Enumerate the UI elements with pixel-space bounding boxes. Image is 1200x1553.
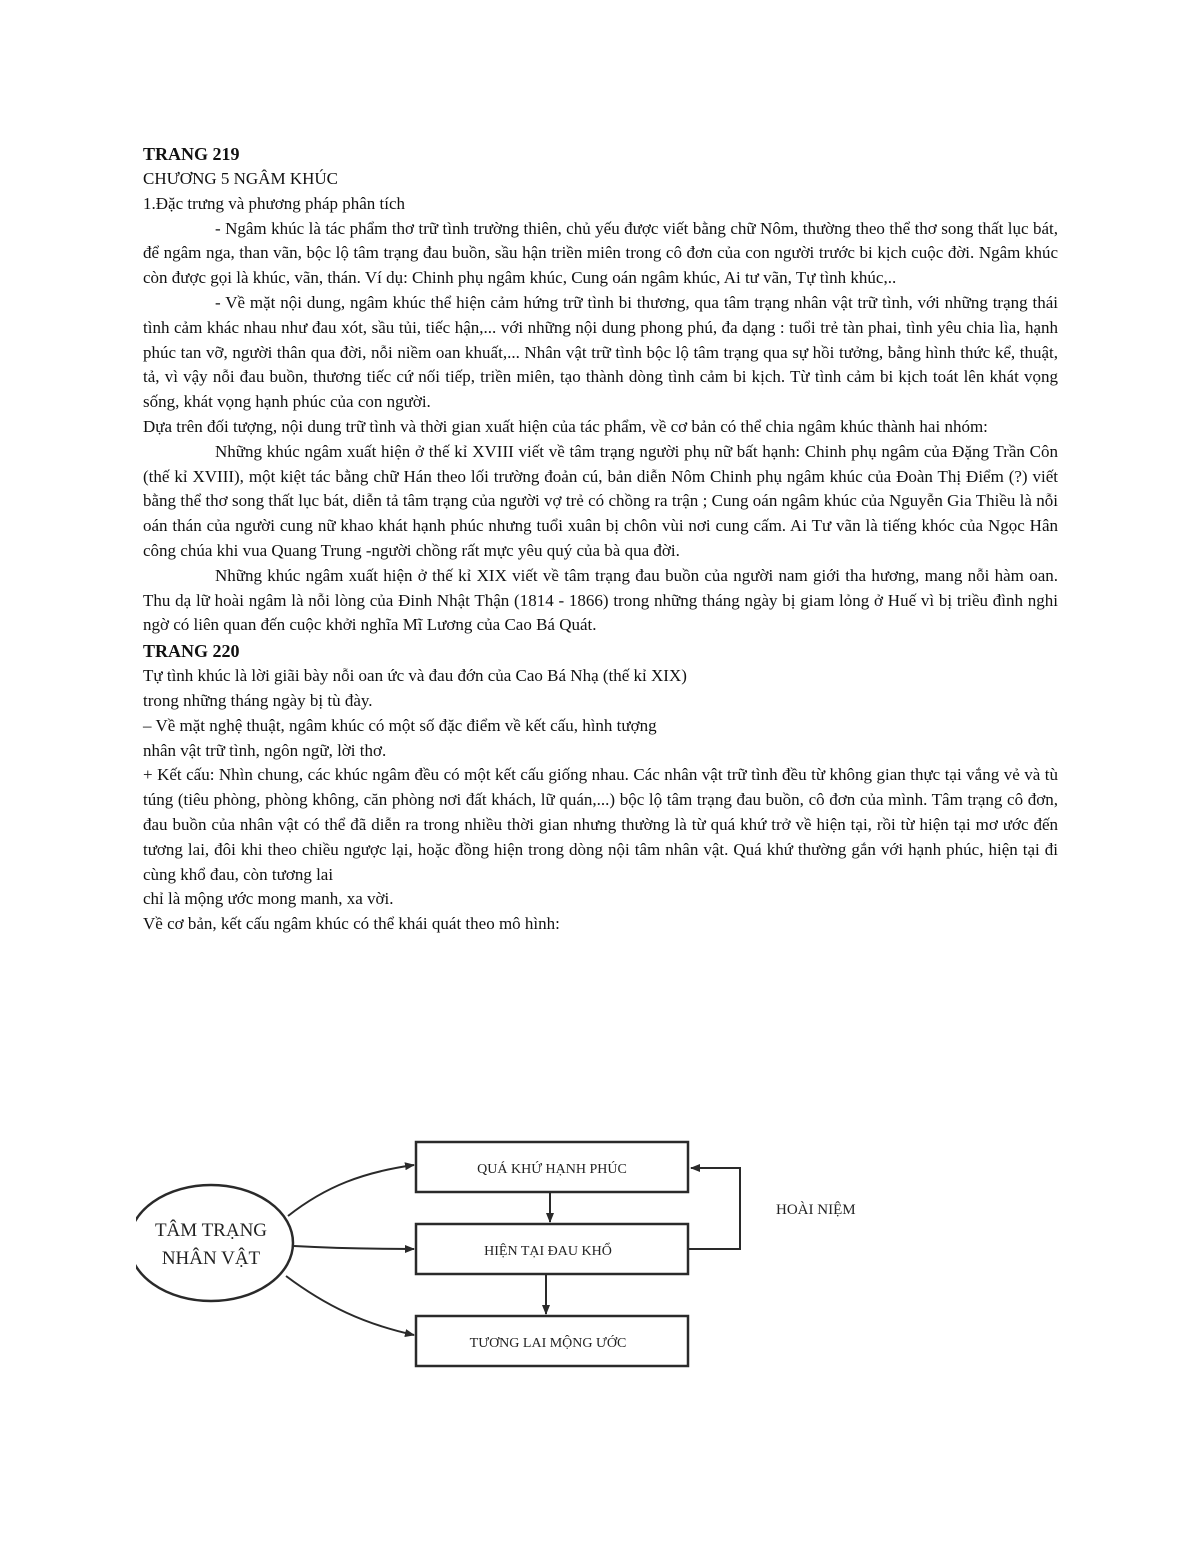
- paragraph-group-19th-century: Những khúc ngâm xuất hiện ở thế kỉ XIX viết về tâm trạng đau buồn của người nam giới tha hương, mang nỗi hàm oan. Thu dạ lữ hoài ngâm là nỗi lòng của Đinh Nhật Thận (1814 - 1866) trong những tháng ngày bị giam lỏng ở Huế vì bị triều đình nghi ngờ có liên quan đến cuộc khởi nghĩa Mĩ Lương của Cao Bá Quát.: [143, 565, 1058, 635]
- paragraph-group-18th-century: Những khúc ngâm xuất hiện ở thế kỉ XVIII viết về tâm trạng người phụ nữ bất hạnh: Chinh phụ ngâm của Đặng Trần Côn (thế kỉ XVIII), một kiệt tác bằng chữ Hán theo lối trường đoản cú, bản diễn Nôm Chinh phụ ngâm khúc của Đoàn Thị Điểm (?) viết bằng thể thơ song thất lục bát, diễn tả tâm trạng của người vợ trẻ có chồng ra trận ; Cung oán ngâm khúc của Nguyễn Gia Thiều là nỗi oán thán của người cung nữ khao khát hạnh phúc nhưng tuổi xuân bị chôn vùi nơi cung cấm. Ai Tư vãn là tiếng khóc của Ngọc Hân công chúa khi vua Quang Trung -người chồng rất mực yêu quý của bà qua đời.: [143, 441, 1058, 560]
- section-title: 1.Đặc trưng và phương pháp phân tích: [143, 193, 406, 213]
- paragraph-grouping: Dựa trên đối tượng, nội dung trữ tình và thời gian xuất hiện của tác phẩm, về cơ bản có thể chia ngâm khúc thành hai nhóm:: [143, 416, 988, 436]
- paragraph-definition: - Ngâm khúc là tác phẩm thơ trữ tình trường thiên, chủ yếu được viết bằng chữ Nôm, thường theo thể thơ song thất lục bát, để ngâm nga, than vãn, bộc lộ tâm trạng đau buồn, sầu hận triền miên trong cô đơn của con người trước bi kịch cuộc đời. Ngâm khúc còn được gọi là khúc, vãn, thán. Ví dụ: Chinh phụ ngâm khúc, Cung oán ngâm khúc, Ai tư vãn, Tự tình khúc,..: [143, 218, 1058, 288]
- structure-diagram-svg: [136, 1098, 896, 1418]
- arrow-to-future: [286, 1276, 414, 1335]
- chapter-title: CHƯƠNG 5 NGÂM KHÚC: [143, 169, 339, 188]
- mood-ellipse: [136, 1185, 293, 1301]
- box-past-label: QUÁ KHỨ HẠNH PHÚC: [477, 1162, 627, 1177]
- arrow-nostalgia-loop: [689, 1168, 740, 1249]
- paragraph-content: - Về mặt nội dung, ngâm khúc thể hiện cảm hứng trữ tình bi thương, qua tâm trạng nhân vật trữ tình, với những trạng thái tình cảm khác nhau như đau xót, sầu tủi, tiếc hận,... với những nội dung phong phú, đa dạng : tuổi trẻ tàn phai, tình yêu chia lìa, hạnh phúc tan vỡ, người thân qua đời, nỗi niềm oan khuất,... Nhân vật trữ tình bộc lộ tâm trạng qua sự hồi tưởng, bằng hình thức kể, thuật, tả, vì vậy nỗi đau buồn, thương tiếc cứ nối tiếp, triền miên, tạo thành dòng tình cảm bi kịch. Từ tình cảm bi kịch toát lên khát vọng sống, khát vọng hạnh phúc của con người.: [143, 292, 1058, 412]
- text-line: – Về mặt nghệ thuật, ngâm khúc có một số đặc điểm về kết cấu, hình tượng: [143, 715, 657, 735]
- box-present-label: HIỆN TẠI ĐAU KHỔ: [484, 1244, 612, 1259]
- ellipse-label-line1: TÂM TRẠNG: [154, 1220, 268, 1241]
- document-body: [143, 141, 1058, 937]
- text-line: trong những tháng ngày bị tù đày.: [143, 690, 373, 710]
- text-line: chỉ là mộng ước mong manh, xa vời.: [143, 889, 394, 909]
- structure-diagram: [136, 1098, 896, 1418]
- ellipse-label-line2: NHÂN VẬT: [161, 1248, 261, 1269]
- arrow-to-present: [294, 1246, 414, 1249]
- arrow-to-past: [288, 1165, 414, 1216]
- box-future-label: TƯƠNG LAI MỘNG ƯỚC: [469, 1336, 627, 1351]
- text-line: nhân vật trữ tình, ngôn ngữ, lời thơ.: [143, 740, 387, 760]
- page-heading-219: TRANG 219: [143, 144, 240, 164]
- paragraph-structure: + Kết cấu: Nhìn chung, các khúc ngâm đều có một kết cấu giống nhau. Các nhân vật trữ tình đều từ không gian thực tại vắng vẻ và tù túng (tiêu phòng, phòng không, căn phòng nơi đất khách, lữ quán,...) bộc lộ tâm trạng đau buồn, cô đơn của mình. Tâm trạng cô đơn, đau buồn của nhân vật có thể đã diễn ra trong nhiều thời gian nhưng thường là từ quá khứ trở về hiện tại, rồi từ hiện tại mơ ước đến tương lai, đôi khi theo chiều ngược lại, hoặc đồng hiện trong dòng nội tâm nhân vật. Quá khứ thường gắn với hạnh phúc, hiện tại đi cùng khổ đau, còn tương lai: [143, 765, 1058, 884]
- page-heading-220: TRANG 220: [143, 641, 240, 662]
- model-intro: Về cơ bản, kết cấu ngâm khúc có thể khái quát theo mô hình:: [143, 914, 560, 934]
- text-line: Tự tình khúc là lời giãi bày nỗi oan ức và đau đớn của Cao Bá Nhạ (thế kỉ XIX): [143, 666, 687, 686]
- loop-label: HOÀI NIỆM: [776, 1202, 856, 1218]
